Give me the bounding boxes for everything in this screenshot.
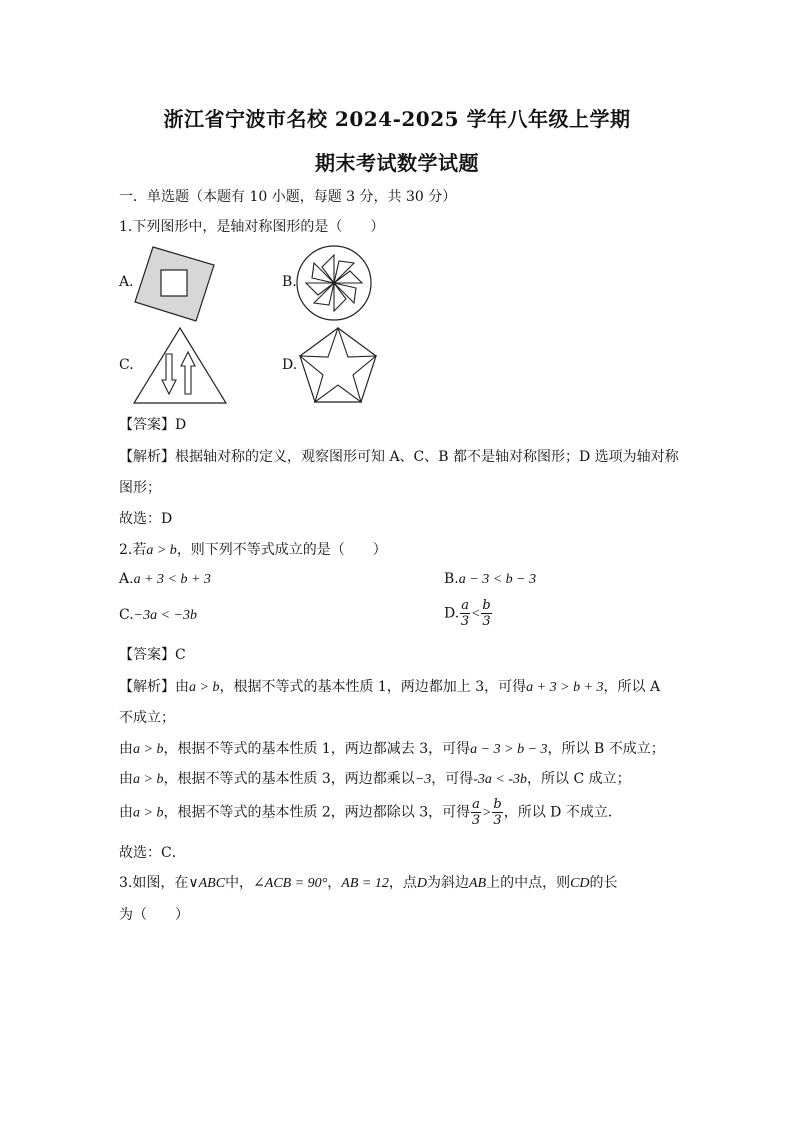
q2-option-c-label: C. (119, 607, 134, 623)
q2-option-c-expr: −3a < −3b (133, 608, 198, 623)
q3-stem: 3.如图，在∨ABC中，∠ACB = 90°，AB = 12，点D为斜边AB上的中点，则CD的长 (119, 875, 618, 891)
q2-option-b (444, 571, 536, 588)
q2-analysis-line4: 由a > b，根据不等式的基本性质 2，两边都除以 3，可得 $\frac{a}{3}$ > $\frac{b}{3}$ ，所以 D 不成立． (119, 797, 622, 828)
q1-option-c-label: C. (119, 357, 134, 373)
q2-stem-prefix: 2.若 (119, 542, 147, 558)
q2-option-d-relation: < (470, 606, 481, 622)
q2-option-d-label: D. (444, 605, 460, 622)
q2-stem-suffix: ，则下列不等式成立的是（ ） (176, 542, 387, 558)
q2-stem-condition: a > b (146, 543, 177, 558)
q1-option-a-label: A. (119, 274, 134, 290)
q1-conclusion: 故选：D (119, 511, 173, 527)
q2-analysis-frac-b: $\frac{b}{3}$ (493, 797, 502, 828)
q2-option-d-frac-b: $\frac{b}{3}$ (482, 598, 491, 629)
q2-option-c (119, 607, 197, 624)
q2-option-a-expr: a + 3 < b + 3 (133, 572, 211, 587)
q2-analysis-line1-continued: 不成立； (119, 710, 175, 726)
q2-option-b-expr: a − 3 < b − 3 (458, 572, 537, 587)
q3-stem-continued: 为（ ） (119, 907, 189, 923)
q2-option-b-label: B. (444, 571, 459, 587)
q1-option-d-label: D. (282, 357, 298, 373)
q2-answer: 【答案】C (119, 647, 186, 663)
q1-option-c-figure (132, 326, 230, 406)
q1-answer: 【答案】D (119, 417, 187, 433)
q1-analysis-continued: 图形； (119, 480, 161, 496)
q2-analysis-line2: 由a > b，根据不等式的基本性质 1，两边都减去 3，可得a − 3 > b − 3，所以 B 不成立； (119, 741, 665, 757)
q2-stem (119, 539, 387, 559)
q2-conclusion: 故选：C． (119, 845, 186, 861)
document-title-line2: 期末考试数学试题 (315, 151, 479, 175)
q1-option-a-figure (132, 244, 218, 324)
q2-analysis-line1: 【解析】由a > b，根据不等式的基本性质 1，两边都加上 3，可得a + 3 > b + 3，所以 A (119, 679, 661, 695)
q2-option-a-label: A. (119, 571, 134, 587)
q1-analysis: 【解析】根据轴对称的定义，观察图形可知 A、C、B 都不是轴对称图形；D 选项为轴对称 (119, 449, 679, 465)
q2-option-a (119, 571, 211, 588)
q1-option-d-figure (296, 324, 380, 406)
q2-analysis-frac-a: $\frac{a}{3}$ (471, 797, 481, 828)
q1-stem: 1.下列图形中，是轴对称图形的是（ ） (119, 219, 385, 235)
section-heading: 一．单选题（本题有 10 小题，每题 3 分，共 30 分） (119, 189, 457, 205)
document-title-line1: 浙江省宁波市名校 2024-2025 学年八年级上学期 (163, 107, 631, 131)
q1-option-b-figure (294, 243, 374, 323)
q1-option-b-label: B. (282, 274, 297, 290)
q2-option-d-frac-a: $\frac{a}{3}$ (460, 598, 470, 629)
q2-option-d (444, 598, 493, 629)
q2-analysis-line3: 由a > b，根据不等式的基本性质 3，两边都乘以−3，可得-3a < -3b，所以 C 成立； (119, 771, 631, 787)
